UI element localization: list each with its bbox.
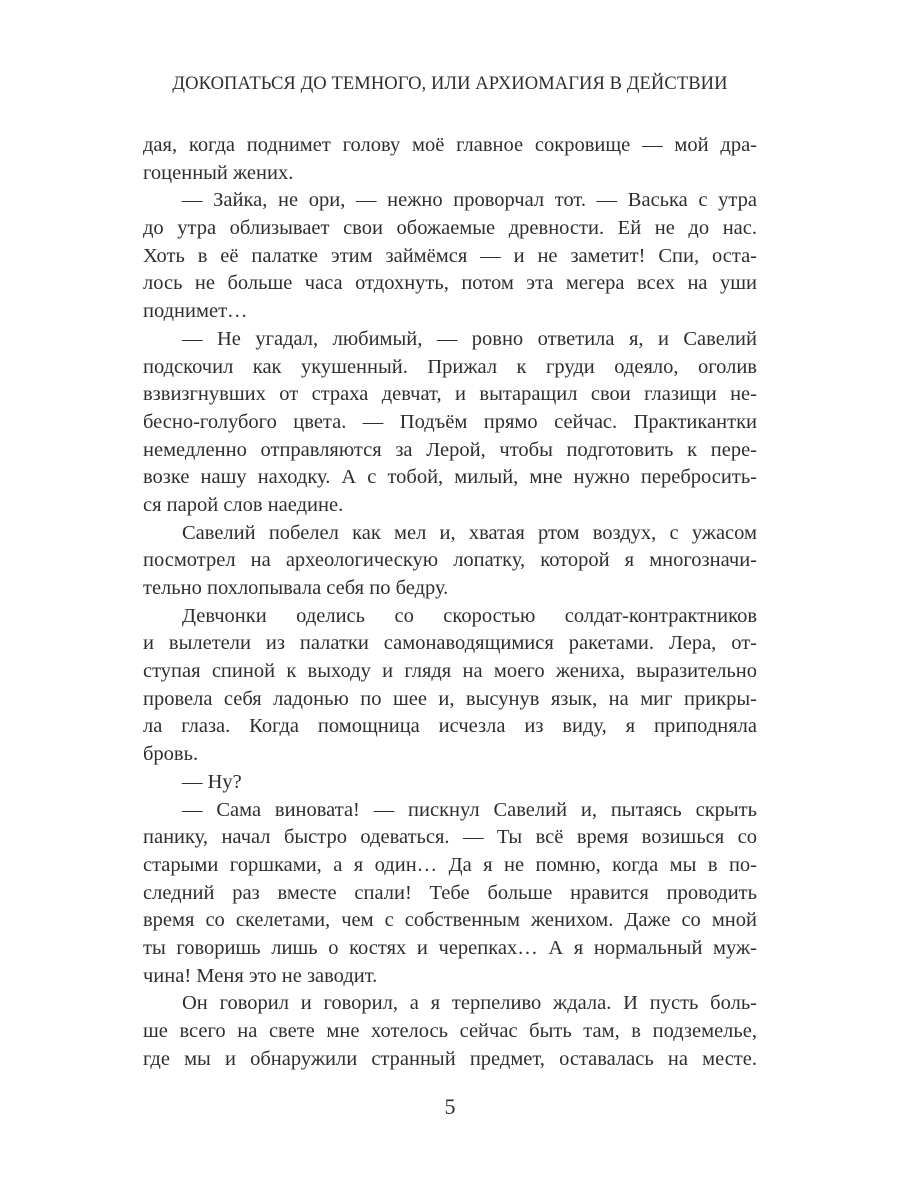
text-line: взвизгнувших от страха девчат, и вытаращил свои глазищи не- xyxy=(143,383,757,406)
running-title: ДОКОПАТЬСЯ ДО ТЕМНОГО, ИЛИ АРХИОМАГИЯ В ДЕЙСТВИИ xyxy=(172,74,728,94)
text-line: возке нашу находку. А с тобой, милый, мне нужно перебросить- xyxy=(143,466,757,489)
text-line: ше всего на свете мне хотелось сейчас быть там, в подземелье, xyxy=(143,1020,757,1042)
text-line: Он говорил и говорил, а я терпеливо ждала. И пусть боль- xyxy=(182,992,757,1015)
text-line: ступая спиной к выходу и глядя на моего жениха, выразительно xyxy=(143,660,757,683)
page-number: 5 xyxy=(444,1094,456,1119)
text-line: панику, начал быстро одеваться. — Ты всё время возишься со xyxy=(143,826,757,849)
text-line: ты говоришь лишь о костях и черепках… А я нормальный муж- xyxy=(143,936,757,959)
text-line: Девчонки оделись со скоростью солдат-контрактников xyxy=(182,604,757,627)
text-line: — Не угадал, любимый, — ровно ответила я, и Савелий xyxy=(182,327,757,350)
text-line: Савелий побелел как мел и, хватая ртом воздух, с ужасом xyxy=(182,521,757,544)
text-line: немедленно отправляются за Лерой, чтобы подготовить к пере- xyxy=(143,438,757,461)
text-line: бесно-голубого цвета. — Подъём прямо сейчас. Практикантки xyxy=(143,410,757,433)
text-line: ла глаза. Когда помощница исчезла из виду, я приподняла xyxy=(143,715,757,738)
text-line: подскочил как укушенный. Прижал к груди одеяло, оголив xyxy=(143,355,757,378)
text-line: — Зайка, не ори, — нежно проворчал тот. — Васька с утра xyxy=(182,189,757,212)
body-text xyxy=(143,132,757,1073)
text-line: поднимет… xyxy=(143,300,248,323)
text-line: время со скелетами, чем с собственным женихом. Даже со мной xyxy=(143,909,757,932)
text-line: дая, когда поднимет голову моё главное сокровище — мой дра- xyxy=(143,134,757,156)
text-line: старыми горшками, а я один… Да я не помню, когда мы в по- xyxy=(143,853,757,876)
text-line: следний раз вместе спали! Тебе больше нравится проводить xyxy=(143,881,757,904)
text-line: тельно похлопывала себя по бедру. xyxy=(143,577,449,599)
text-line: гоценный жених. xyxy=(143,161,294,184)
text-line: до утра облизывает свои обожаемые древности. Ей не до нас. xyxy=(143,217,757,240)
text-line: посмотрел на археологическую лопатку, которой я многозначи- xyxy=(143,549,757,572)
text-line: и вылетели из палатки самонаводящимися ракетами. Лера, от- xyxy=(143,632,757,655)
text-line: — Ну? xyxy=(182,770,242,793)
text-line: провела себя ладонью по шее и, высунув язык, на миг прикры- xyxy=(143,687,757,710)
text-line: бровь. xyxy=(143,743,199,766)
text-line: ся парой слов наедине. xyxy=(143,493,344,516)
text-line: чина! Меня это не заводит. xyxy=(143,964,378,987)
text-line: лось не больше часа отдохнуть, потом эта мегера всех на уши xyxy=(143,272,757,295)
text-line: где мы и обнаружили странный предмет, оставалась на месте. xyxy=(143,1047,757,1070)
text-line: — Сама виновата! — пискнул Савелий и, пытаясь скрыть xyxy=(182,798,757,821)
text-line: Хоть в её палатке этим займёмся — и не заметит! Спи, оста- xyxy=(143,244,757,267)
